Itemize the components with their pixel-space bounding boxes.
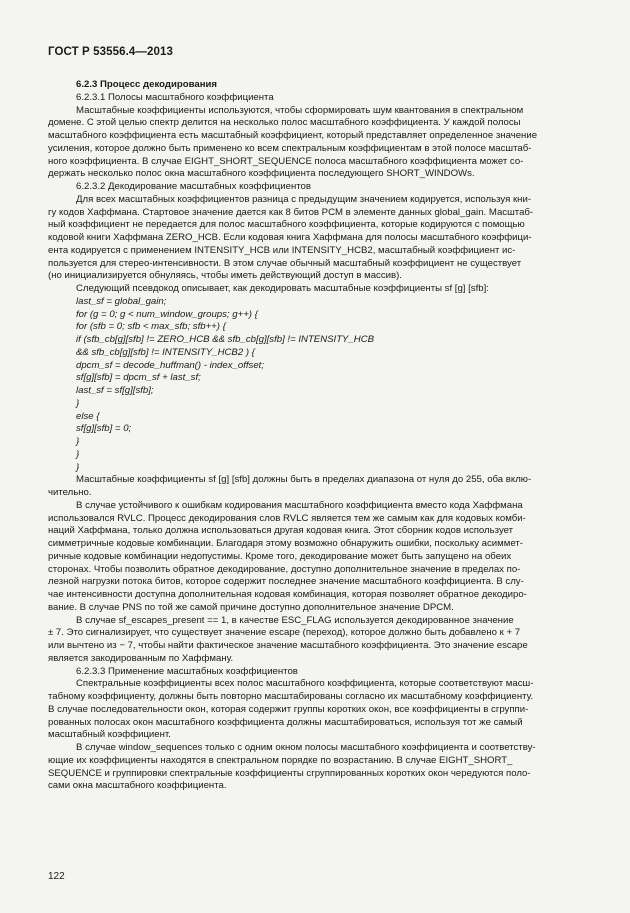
pseudocode-line: if (sfb_cb[g][sfb] != ZERO_HCB && sfb_cb[g][sfb] != INTENSITY_HCB [76,334,375,345]
pseudocode-line: else { [76,410,100,422]
text-line: ± 7. Это сигнализирует, что существует значение escape (переход), которое должно быть добавлено к + 7 [48,627,521,639]
text-line: домене. С этой целью спектр делится на несколько полос масштабного коэффициента. У каждой полосы [48,117,521,129]
text-line: Следующий псевдокод описывает, как декодировать масштабные коэффициенты sf [g] [sfb]: [76,283,489,294]
text-line: Для всех масштабных коэффициентов разница с предыдущим значением кодируется, используя кни- [76,193,532,205]
text-line: ного коэффициента. В случае EIGHT_SHORT_SEQUENCE полоса масштабного коэффициента может со- [48,155,524,167]
text-line: ный коэффициент не передается для полос масштабного коэффициента, которые кодируются с помощью [48,219,525,231]
text-line: или вычтено из − 7, чтобы найти фактическое значение масштабного коэффициента. Это значение escape [48,640,528,651]
text-line: вание. В случае PNS по той же самой причине доступно дополнительное значение DPCM. [48,601,454,613]
pseudocode-line: } [76,397,80,409]
text-line: Масштабные коэффициенты используются, чтобы сформировать шум квантования в спектральном [76,104,524,116]
text-line: держать несколько полос окна масштабного коэффициента последующего SHORT_WINDOWs. [48,168,475,180]
text-line: гу кодов Хаффмана. Стартовое значение дается как 8 битов PCM в элементе данных global_gain. Масштаб- [48,206,534,218]
text-line: ющие их коэффициенты находятся в спектральном порядке по возрастанию. В случае EIGHT_SHORT_ [48,754,513,766]
document-body [48,79,582,793]
pseudocode-line: sf[g][sfb] = dpcm_sf + last_sf; [76,372,201,384]
text-line: лезной нагрузки потока битов, которое содержит последнее значение масштабного коэффициента. В слу- [48,576,524,588]
text-line: табному коэффициенту, должны быть повторно масштабированы согласно их масштабному коэффициенту. [48,691,534,702]
text-line: усиления, которое должно быть применено ко всем спектральным коэффициентам в этой полосе масштаб- [48,142,532,154]
text-line: В случае устойчивого к ошибкам кодирования масштабного коэффициента вместо кода Хаффмана [76,499,523,511]
pseudocode-line: sf[g][sfb] = 0; [76,423,132,435]
text-line: рованных полосах окон масштабного коэффициента должны масштабироваться, используя тот же самый [48,716,523,728]
text-line: В случае window_sequences только с одним окном полосы масштабного коэффициента и соответству- [76,742,536,753]
text-line: пользуется для стерео-интенсивности. В этом случае обычный масштабный коэффициент не существует [48,257,522,269]
text-line: наций Хаффмана, только должна использоваться другая кодовая книга. Этот сборник кодов использует [48,525,514,537]
text-line: ента кодируется с применением INTENSITY_HCB или INTENSITY_HCB2, масштабный коэффициент ис- [48,244,516,256]
text-line: чительно. [48,487,92,498]
text-line: Масштабные коэффициенты sf [g] [sfb] должны быть в пределах диапазона от нуля до 255, оба вклю- [76,474,532,486]
text-line: сторонах. Чтобы позволить обратное декодирование, доступно дополнительное значение в пределах по- [48,563,521,575]
text-line: (но инициализируется обнуляясь, чтобы иметь действующий доступ в массив). [48,270,402,282]
pseudocode-line: for (sfb = 0; sfb < max_sfb; sfb++) { [76,321,226,333]
pseudocode-line: && sfb_cb[g][sfb] != INTENSITY_HCB2 ) { [76,346,255,358]
pseudocode-line: } [76,461,80,473]
text-line: сами окна масштабного коэффициента. [48,780,227,792]
text-line: ричные кодовые комбинации недопустимы. Кроме того, декодирование может быть запущено на обеих [48,550,512,562]
pseudocode-line: last_sf = sf[g][sfb]; [76,385,154,396]
text-line: 6.2.3.2 Декодирование масштабных коэффициентов [76,181,311,192]
document-header: ГОСТ Р 53556.4—2013 [48,46,173,58]
pseudocode-line: last_sf = global_gain; [76,295,167,307]
text-line: использовался RVLC. Процесс декодирования слов RVLC является тем же самым как для кодовых комби- [48,512,526,524]
text-line: В случае последовательности окон, которая содержит группы коротких окон, все коэффициенты в сгруппи- [48,703,529,715]
section-heading: 6.2.3 Процесс декодирования [76,79,218,90]
text-line: масштабного коэффициента есть масштабный коэффициент, который представляет определенное значение [48,130,538,141]
text-line: является закодированным по Хаффману. [48,652,234,664]
text-line: чае интенсивности доступна дополнительная кодовая комбинация, которая позволяет обратное декодиро- [48,589,527,600]
text-line: 6.2.3.3 Применение масштабных коэффициентов [76,665,298,677]
text-line: кодовой книги Хаффмана ZERO_HCB. Если кодовая книга Хаффмана для полосы масштабного коэффици- [48,232,532,243]
pseudocode-line: dpcm_sf = decode_huffman() - index_offset; [76,359,264,371]
text-line: симметричные кодовые комбинации. Благодаря этому возможно обнаружить ошибки, поскольку асиммет- [48,538,523,549]
pseudocode-line: } [76,448,80,460]
text-line: SEQUENCE и группировки спектральные коэффициенты сгруппированных коротких окон чередуются поло- [48,767,531,779]
pseudocode-line: } [76,436,80,447]
text-line: В случае sf_escapes_present == 1, в качестве ESC_FLAG используется декодированное значение [76,614,514,626]
pseudocode-line: for (g = 0; g < num_window_groups; g++) { [76,308,258,320]
text-line: масштабный коэффициент. [48,729,171,741]
text-line: Спектральные коэффициенты всех полос масштабного коэффициента, которые соответствуют масш- [76,678,534,690]
text-line: 6.2.3.1 Полосы масштабного коэффициента [76,91,274,103]
page-number: 122 [48,871,65,882]
